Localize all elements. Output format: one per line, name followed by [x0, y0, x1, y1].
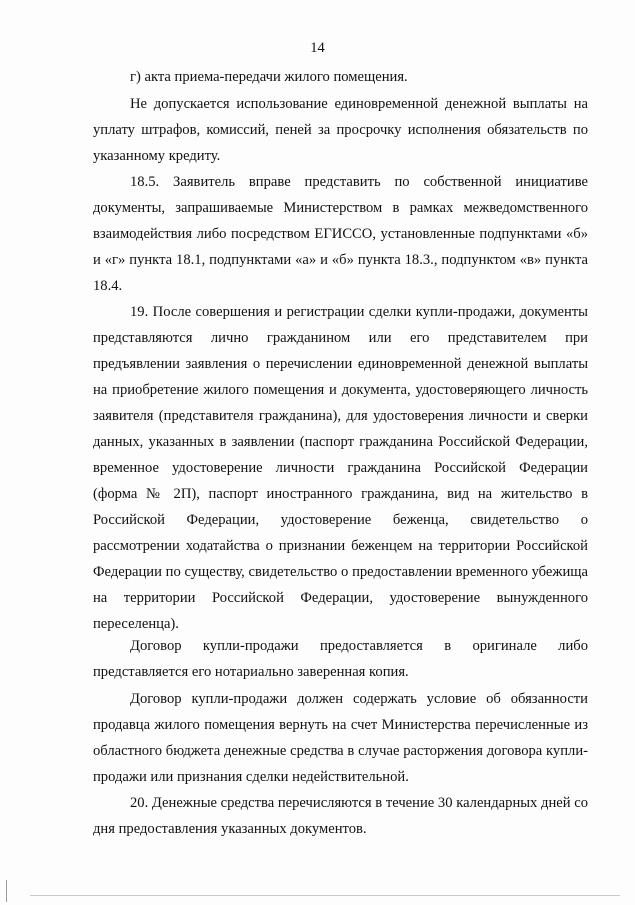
paragraph-contract-original	[93, 633, 588, 685]
paragraph-act-item	[93, 64, 588, 90]
paragraph-18-5	[93, 169, 588, 299]
page-number: 14	[310, 40, 325, 56]
paragraph-contract-condition	[93, 686, 588, 790]
paragraph-text: г) акта приема-передачи жилого помещения.	[130, 69, 408, 85]
paragraph-19	[93, 299, 588, 637]
paragraph-text: 18.5. Заявитель вправе представить по собственной инициативе документы, запрашиваемые Министерством в рамках межведомственного взаимодействия либо посредством ЕГИССО, установленные подпунктами «б» и «г» пункта 18.1, подпунктами «а» и «б» пункта 18.3., подпунктом «в» пункта 18.4.	[93, 174, 588, 294]
paragraph-text: Договор купли-продажи должен содержать условие об обязанности продавца жилого помещения вернуть на счет Министерства перечисленные из областного бюджета денежные средства в случае расторжения договора купли-продажи или признания сделки недействительной.	[93, 691, 588, 785]
scan-edge-line	[30, 895, 620, 896]
paragraph-text: Договор купли-продажи предоставляется в оригинале либо представляется его нотариально заверенная копия.	[93, 638, 588, 680]
scan-margin-mark	[6, 880, 7, 902]
paragraph-text: 19. После совершения и регистрации сделки купли-продажи, документы представляются лично гражданином или его представителем при предъявлении заявления о перечислении единовременной денежной выплаты на приобретение жилого помещения и документа, удостоверяющего личность заявителя (представителя гражданина), для удостоверения личности и сверки данных, указанных в заявлении (паспорт гражданина Российской Федерации, временное удостоверение личности гражданина Российской Федерации (форма № 2П), паспорт иностранного гражданина, вид на жительство в Российской Федерации, удостоверение беженца, свидетельство о рассмотрении ходатайства о признании беженцем на территории Российской Федерации по существу, свидетельство о предоставлении временного убежища на территории Российской Федерации, удостоверение вынужденного переселенца).	[93, 304, 588, 632]
paragraph-text: 20. Денежные средства перечисляются в течение 30 календарных дней со дня предоставления указанных документов.	[93, 795, 588, 837]
paragraph-text: Не допускается использование единовременной денежной выплаты на уплату штрафов, комиссий, пеней за просрочку исполнения обязательств по указанному кредиту.	[93, 96, 588, 164]
paragraph-20	[93, 790, 588, 842]
paragraph-restriction	[93, 91, 588, 169]
